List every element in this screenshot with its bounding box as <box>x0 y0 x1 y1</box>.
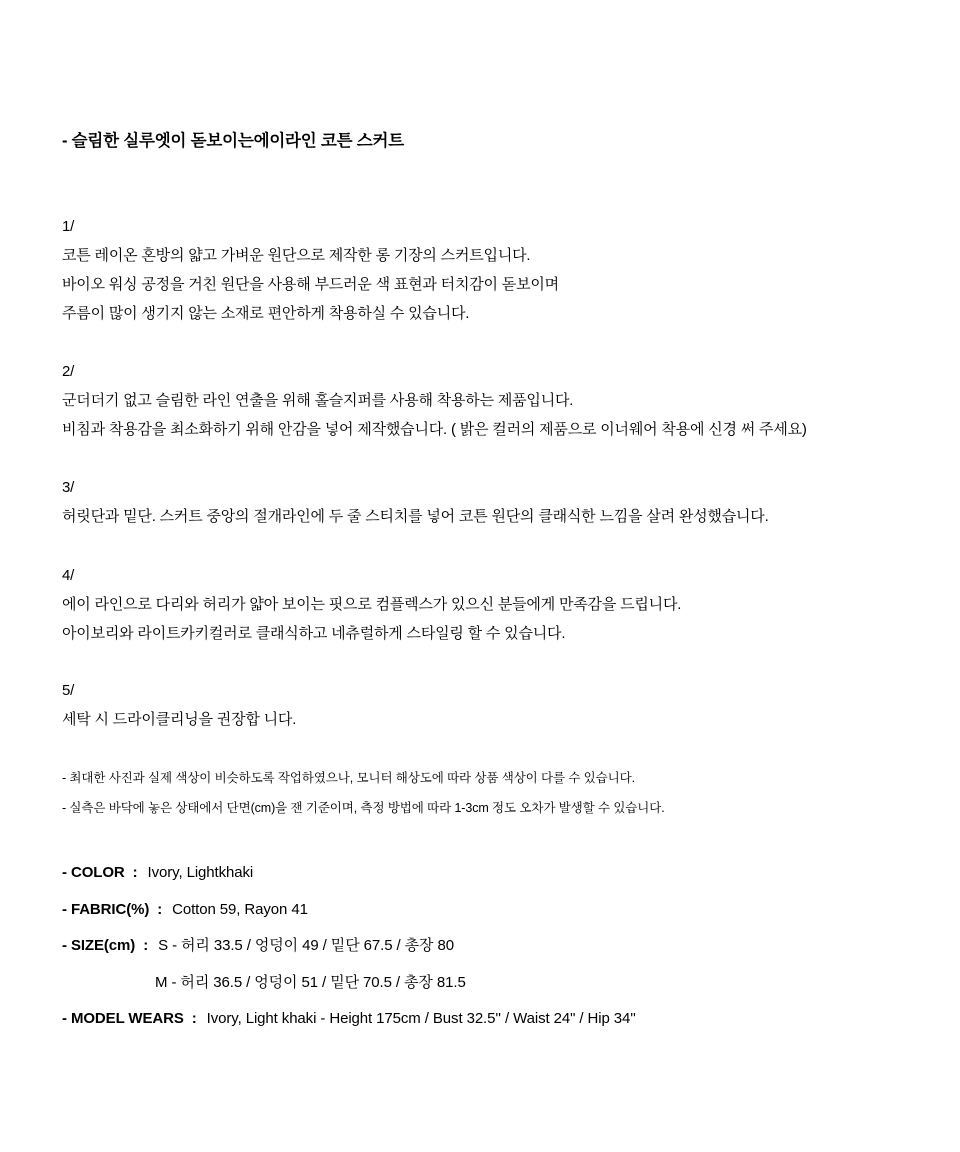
disclaimer-notes <box>62 763 665 823</box>
spec-row-color <box>62 855 636 892</box>
description-section-5 <box>62 676 296 734</box>
disclaimer-note-color: - 최대한 사진과 실제 색상이 비슷하도록 작업하였으나, 모니터 해상도에 따라 상품 색상이 다를 수 있습니다. <box>62 771 635 785</box>
spec-value: Ivory, Lightkhaki <box>147 864 254 881</box>
description-section-1 <box>62 212 559 328</box>
section-number: 1/ <box>62 218 75 235</box>
product-specs <box>62 855 636 1038</box>
spec-colon: : <box>157 900 163 918</box>
disclaimer-note-measure: - 실측은 바닥에 놓은 상태에서 단면(cm)을 잰 기준이며, 측정 방법에 따라 1-3cm 정도 오차가 발생할 수 있습니다. <box>62 801 665 815</box>
section-number: 2/ <box>62 363 75 380</box>
spec-row-model-wears <box>62 1001 636 1038</box>
spec-colon: : <box>191 1010 197 1028</box>
spec-row-size-s <box>62 928 636 965</box>
spec-label: - SIZE(cm) <box>62 937 136 955</box>
spec-value: Cotton 59, Rayon 41 <box>172 900 308 918</box>
product-title: - 슬림한 실루엣이 돋보이는에이라인 코튼 스커트 <box>62 132 404 150</box>
section-text-line: 코튼 레이온 혼방의 얇고 가벼운 원단으로 제작한 롱 기장의 스커트입니다. <box>62 247 531 264</box>
description-section-2 <box>62 357 807 444</box>
section-text-line: 허릿단과 밑단. 스커트 중앙의 절개라인에 두 줄 스티치를 넣어 코튼 원단의 클래식한 느낌을 살려 완성했습니다. <box>62 508 769 525</box>
spec-colon: : <box>143 937 149 955</box>
section-text-line: 바이오 워싱 공정을 거친 원단을 사용해 부드러운 색 표현과 터치감이 돋보이며 <box>62 276 559 293</box>
description-section-4 <box>62 561 681 648</box>
spec-value: M - 허리 36.5 / 엉덩이 51 / 밑단 70.5 / 총장 81.5 <box>155 973 466 991</box>
spec-label: - FABRIC(%) <box>62 900 150 918</box>
section-number: 3/ <box>62 479 75 496</box>
spec-label: - MODEL WEARS <box>62 1010 184 1028</box>
section-text-line: 비침과 착용감을 최소화하기 위해 안감을 넣어 제작했습니다. ( 밝은 컬러의 제품으로 이너웨어 착용에 신경 써 주세요) <box>62 421 807 438</box>
section-text-line: 군더더기 없고 슬림한 라인 연출을 위해 홀슬지퍼를 사용해 착용하는 제품입니다. <box>62 392 574 409</box>
spec-colon: : <box>132 864 138 881</box>
spec-label: - COLOR <box>62 864 125 881</box>
section-text-line: 아이보리와 라이트카키컬러로 클래식하고 네츄럴하게 스타일링 할 수 있습니다. <box>62 625 566 642</box>
section-text-line: 에이 라인으로 다리와 허리가 얇아 보이는 핏으로 컴플렉스가 있으신 분들에게 만족감을 드립니다. <box>62 596 682 613</box>
spec-row-fabric <box>62 892 636 929</box>
spec-value: S - 허리 33.5 / 엉덩이 49 / 밑단 67.5 / 총장 80 <box>158 937 454 955</box>
section-text-line: 주름이 많이 생기지 않는 소재로 편안하게 착용하실 수 있습니다. <box>62 305 470 322</box>
description-section-3 <box>62 473 769 531</box>
section-number: 4/ <box>62 567 75 584</box>
spec-row-size-m <box>62 965 636 1002</box>
section-text-line: 세탁 시 드라이클리닝을 권장합 니다. <box>62 711 297 728</box>
section-number: 5/ <box>62 682 75 699</box>
spec-value: Ivory, Light khaki - Height 175cm / Bust 32.5'' / Waist 24" / Hip 34'' <box>206 1010 636 1028</box>
